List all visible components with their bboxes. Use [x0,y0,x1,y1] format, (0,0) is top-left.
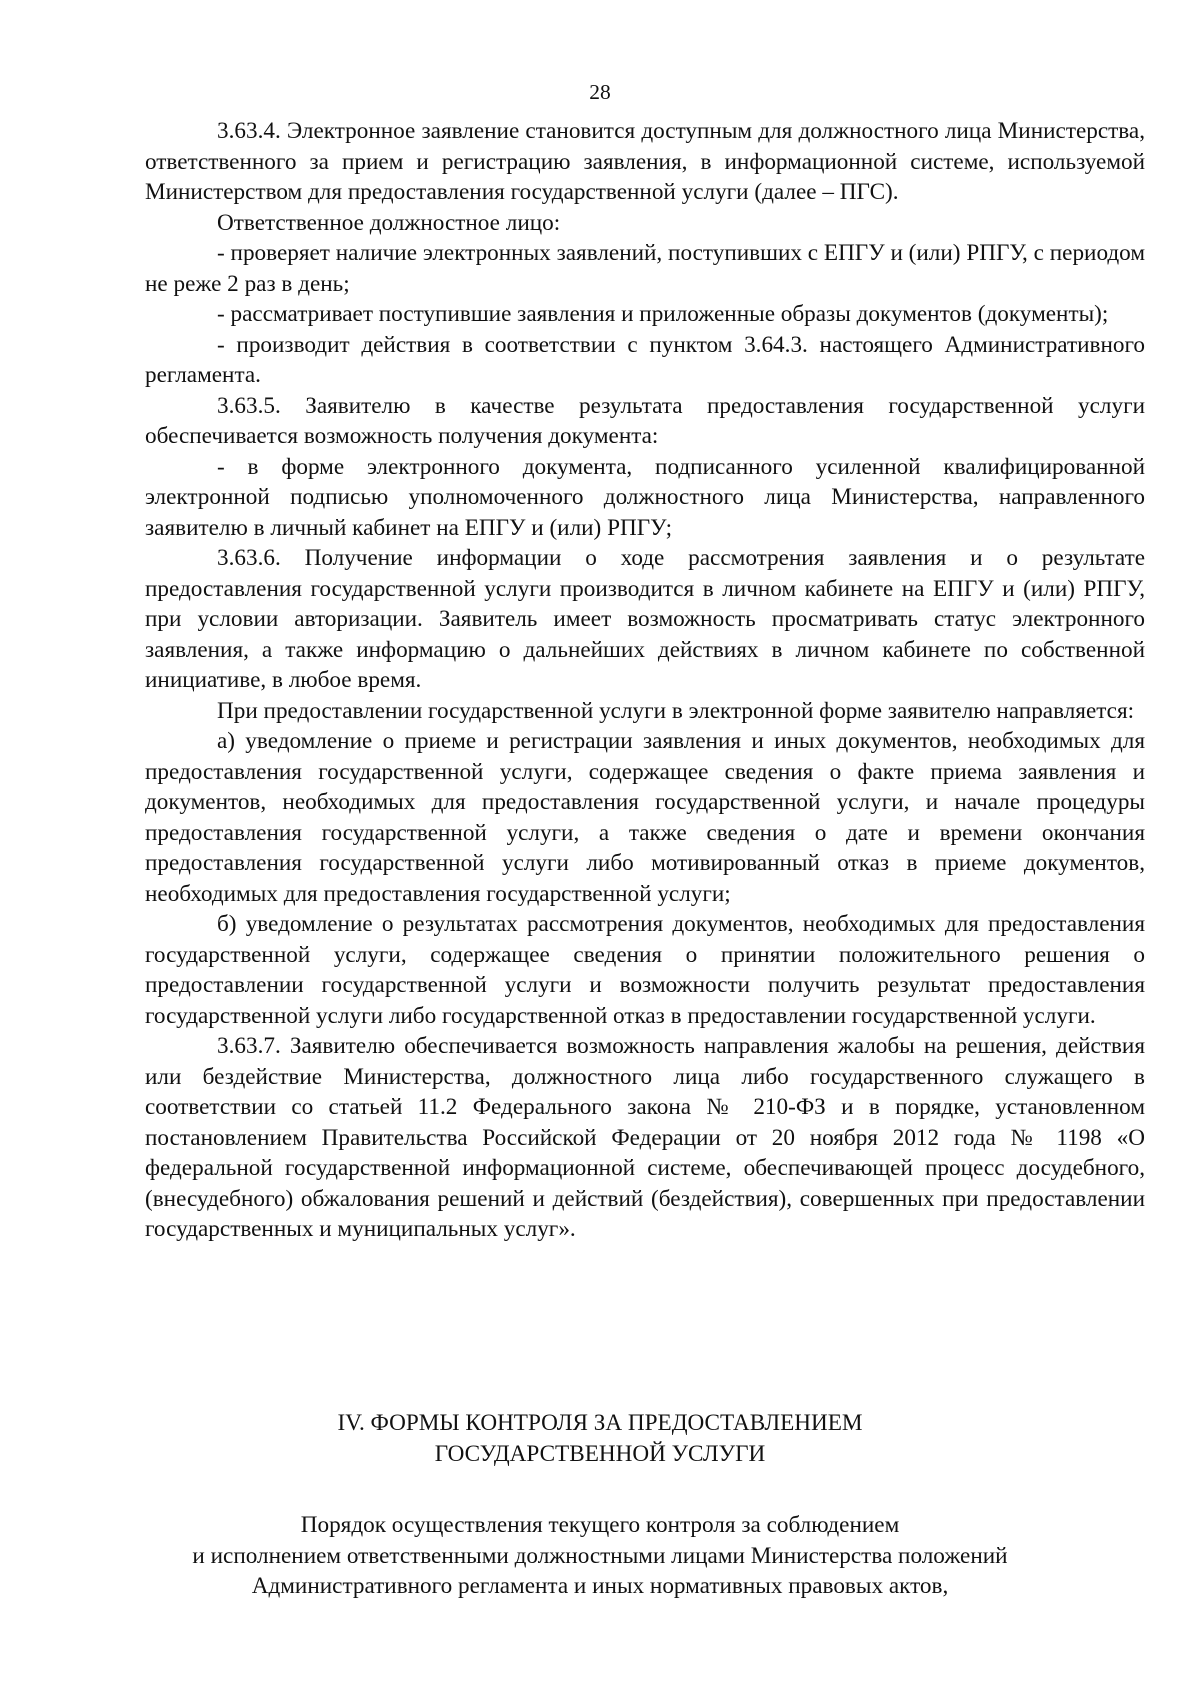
paragraph-3-63-7: 3.63.7. Заявителю обеспечивается возможность направления жалобы на решения, действия или бездействие Министерства, должностного лица либо государственного служащего в соответствии со статьей 11.2 Федерального закона № 210-ФЗ и в порядке, установленном постановлением Правительства Российской Федерации от 20 ноября 2012 года № 1198 «О федеральной государственной информационной системе, обеспечивающей процесс досудебного, (внесудебного) обжалования решений и действий (бездействия), совершенных при предоставлении государственных и муниципальных услуг». [145,1033,1145,1242]
subsection-heading [0,1510,1200,1602]
list-item-electronic-document: - в форме электронного документа, подписанного усиленной квалифицированной электронной подписью уполномоченного должностного лица Министерства, направленного заявителю в личный кабинет на ЕПГУ и (или) РПГУ; [145,453,1145,541]
list-item-actions: - производит действия в соответствии с пунктом 3.64.3. настоящего Административного регламента. [145,331,1145,388]
subsection-heading-line: Порядок осуществления текущего контроля за соблюдением [300,1512,900,1538]
list-item-notification-b: б) уведомление о результатах рассмотрения документов, необходимых для предоставления государственной услуги, содержащее сведения о принятии положительного решения о предоставлении государственной услуги и возможности получить результат предоставления государственной услуги либо государственной отказ в предоставлении государственной услуги. [145,911,1145,1029]
list-item-checks: - проверяет наличие электронных заявлений, поступивших с ЕПГУ и (или) РПГУ, с периодом не реже 2 раз в день; [145,240,1145,297]
document-body [145,116,1145,1245]
section-heading [0,1408,1200,1469]
paragraph-notifications-intro: При предоставлении государственной услуги в электронной форме заявителю направляется: [217,697,1135,724]
subsection-heading-line: и исполнением ответственными должностными лицами Министерства положений [192,1542,1008,1569]
paragraph-3-63-5: 3.63.5. Заявителю в качестве результата предоставления государственной услуги обеспечивается возможность получения документа: [145,392,1145,449]
list-item-notification-a: а) уведомление о приеме и регистрации заявления и иных документов, необходимых для предоставления государственной услуги, содержащее сведения о факте приема заявления и документов, необходимых для предоставления государственной услуги, и начале процедуры предоставления государственной услуги, а также сведения о дате и времени окончания предоставления государственной услуги либо мотивированный отказ в приеме документов, необходимых для предоставления государственной услуги; [145,728,1145,907]
paragraph-3-63-4: 3.63.4. Электронное заявление становится доступным для должностного лица Министерства, ответственного за прием и регистрацию заявления, в информационной системе, используемой Министерством для предоставления государственной услуги (далее – ПГС). [145,118,1145,205]
section-heading-line: ГОСУДАРСТВЕННОЙ УСЛУГИ [434,1440,766,1467]
section-heading-line: IV. ФОРМЫ КОНТРОЛЯ ЗА ПРЕДОСТАВЛЕНИЕМ [337,1410,863,1436]
list-item-reviews: - рассматривает поступившие заявления и приложенные образы документов (документы); [217,301,1109,327]
paragraph-3-63-6: 3.63.6. Получение информации о ходе рассмотрения заявления и о результате предоставления государственной услуги производится в личном кабинете на ЕПГУ и (или) РПГУ, при условии авторизации. Заявитель имеет возможность просматривать статус электронного заявления, а также информацию о дальнейших действиях в личном кабинете по собственной инициативе, в любое время. [145,545,1145,693]
page-number: 28 [589,80,611,104]
paragraph-responsible-person: Ответственное должностное лицо: [217,209,561,236]
subsection-heading-line: Административного регламента и иных нормативных правовых актов, [251,1573,949,1599]
